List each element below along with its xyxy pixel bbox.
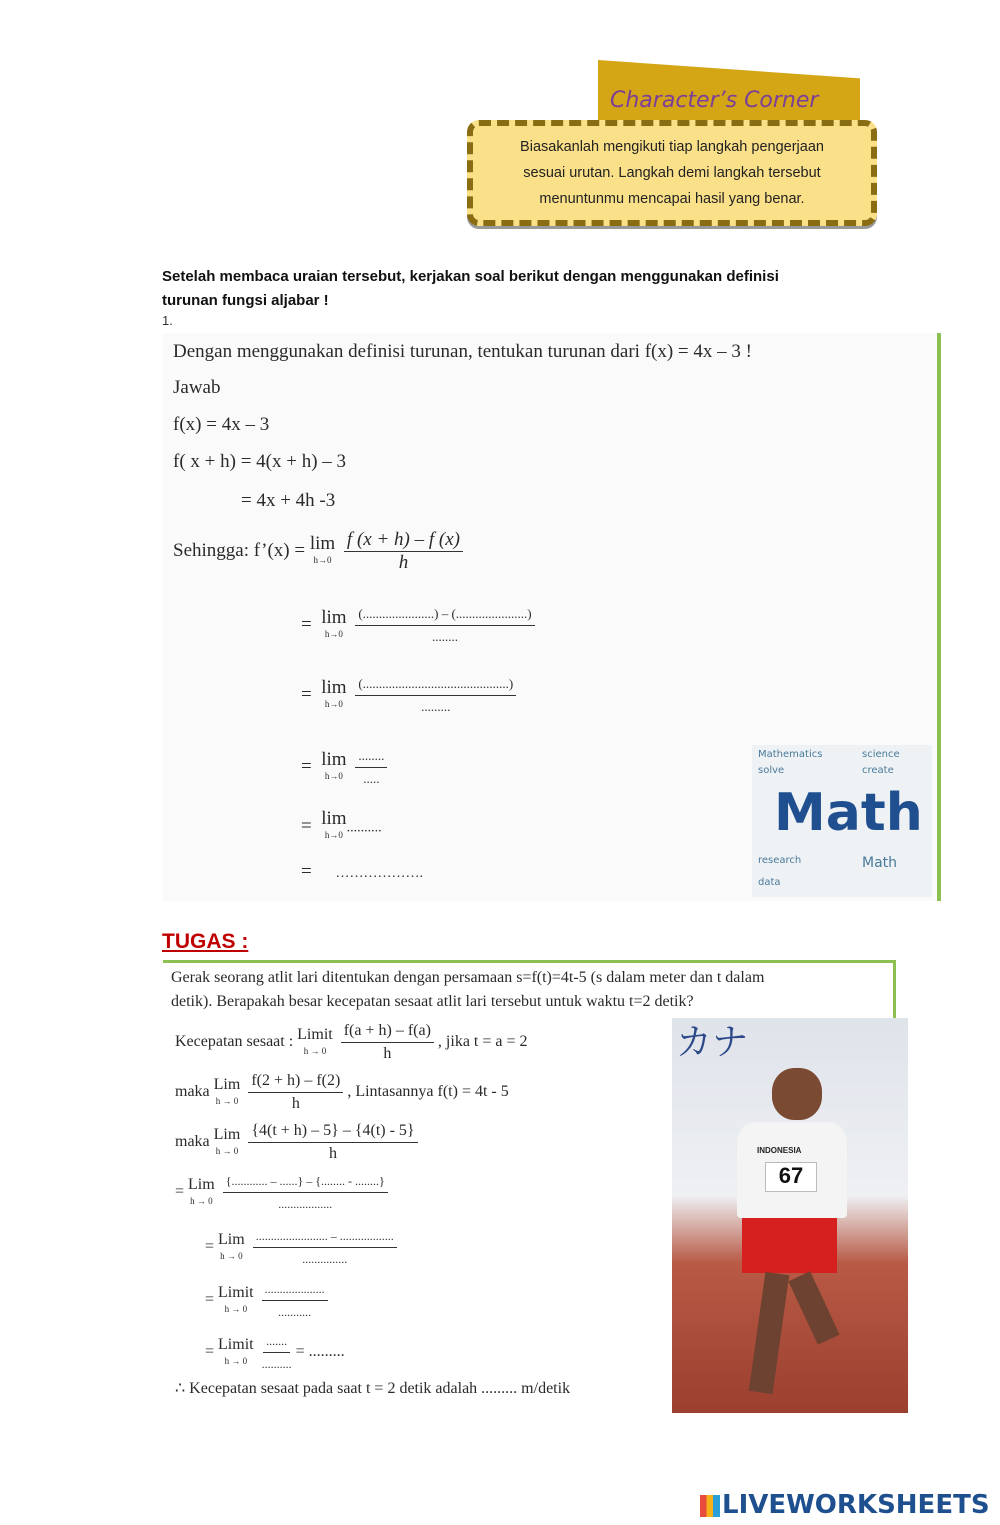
fraction: [344, 529, 463, 574]
numerator-blank[interactable]: .......: [263, 1330, 290, 1353]
step: f(x) = 4x – 3: [173, 414, 270, 435]
cloud-word: solve: [758, 765, 785, 776]
lim-text: Limit: [297, 1025, 333, 1043]
problem-number: 1.: [162, 313, 173, 328]
limit: [309, 532, 336, 568]
equals: =: [205, 1291, 215, 1309]
jersey-text: INDONESIA: [757, 1146, 802, 1155]
lim-sub: h→0: [324, 698, 343, 709]
numerator: f(2 + h) – f(2): [248, 1070, 343, 1093]
denominator-blank[interactable]: .........: [421, 699, 451, 714]
denominator: h: [383, 1045, 392, 1062]
lim-sub: h → 0: [224, 1303, 248, 1314]
lim-sub: h → 0: [215, 1095, 239, 1106]
lim-sub: h → 0: [220, 1250, 243, 1261]
conclusion: ∴ Kecepatan sesaat pada saat t = 2 detik adalah ......... m/detik: [175, 1380, 571, 1397]
condition: , jika t = a = 2: [437, 1033, 528, 1051]
answer-blank[interactable]: ……………….: [335, 866, 423, 881]
lim-text: Lim: [218, 1230, 245, 1248]
limit: [321, 606, 347, 642]
denominator-blank[interactable]: ........: [431, 629, 458, 644]
logo-icon: [700, 1495, 720, 1517]
lim-sub: h → 0: [190, 1195, 213, 1206]
instruction: [162, 265, 882, 313]
runner-head: [772, 1068, 822, 1120]
logo-text: LIVEWORKSHEETS: [722, 1490, 990, 1520]
math-word-cloud-image: [752, 745, 932, 897]
maka: maka: [175, 1133, 210, 1151]
corner-title: Character’s Corner: [610, 88, 819, 113]
limit: [218, 1285, 254, 1317]
numerator-blank[interactable]: ....................: [262, 1278, 328, 1301]
denominator-blank[interactable]: ...........: [278, 1305, 312, 1319]
limit: [321, 748, 347, 784]
numerator: f(a + h) – f(a): [341, 1020, 434, 1043]
maka: maka: [175, 1083, 210, 1101]
answer-blank[interactable]: = .........: [295, 1343, 345, 1361]
equals: =: [205, 1238, 215, 1256]
numerator-blank[interactable]: ........: [355, 745, 387, 768]
lim-text: lim: [321, 676, 347, 698]
lim-sub: h → 0: [215, 1145, 239, 1156]
limit: [321, 676, 347, 712]
character-corner-box: [467, 120, 877, 226]
equals: =: [301, 613, 312, 635]
fraction: [248, 1070, 343, 1115]
fill-step-1[interactable]: [301, 603, 539, 648]
equals: =: [301, 861, 312, 882]
lim-sub: h → 0: [224, 1355, 248, 1366]
lim-text: Lim: [188, 1175, 215, 1193]
fraction: [223, 1170, 388, 1215]
runner-leg: [788, 1271, 839, 1345]
definition-step: [173, 529, 467, 574]
denominator: h: [328, 1145, 337, 1162]
fraction: [355, 603, 534, 648]
denominator-blank[interactable]: ...............: [302, 1252, 348, 1266]
denominator-blank[interactable]: .....: [363, 771, 380, 786]
runner-shorts: [742, 1218, 837, 1273]
fill-step-5[interactable]: [301, 861, 423, 883]
label: Kecepatan sesaat :: [175, 1033, 294, 1051]
corner-line: menuntunmu mencapai hasil yang benar.: [539, 191, 805, 207]
lim-text: lim: [321, 606, 347, 628]
maka-step-1: [175, 1070, 509, 1115]
bib-number: 67: [765, 1162, 817, 1192]
instruction-line: turunan fungsi aljabar !: [162, 292, 329, 309]
denominator-blank[interactable]: ..........: [261, 1357, 292, 1371]
limit: [214, 1127, 241, 1159]
corner-line: sesuai urutan. Langkah demi langkah tersebut: [523, 165, 821, 181]
runner-leg: [749, 1272, 789, 1394]
cloud-word: science: [862, 749, 900, 760]
lim-text: lim: [309, 532, 336, 554]
fraction: [262, 1330, 292, 1375]
maka-step-2: [175, 1120, 422, 1165]
instruction-line: Setelah membaca uraian tersebut, kerjakan soal berikut dengan menggunakan definisi: [162, 268, 779, 285]
lim-text: Limit: [218, 1335, 254, 1353]
numerator: {4(t + h) – 5} – {4(t) - 5}: [248, 1120, 417, 1143]
question: Dengan menggunakan definisi turunan, tentukan turunan dari f(x) = 4x – 3 !: [173, 341, 752, 362]
equals: =: [301, 755, 312, 777]
fraction: [355, 745, 387, 790]
fraction: [253, 1225, 397, 1270]
fraction: [248, 1120, 417, 1165]
numerator-blank[interactable]: (......................) – (......................): [355, 603, 534, 626]
lim-sub: h→0: [324, 830, 343, 840]
limit: [214, 1077, 241, 1109]
limit: [218, 1232, 245, 1264]
sehingga-label: Sehingga: f’(x) =: [173, 539, 306, 561]
limit: [218, 1337, 254, 1369]
numerator-blank[interactable]: ........................ – ..................: [253, 1225, 397, 1248]
equals: =: [301, 683, 312, 705]
question-line: detik). Berapakah besar kecepatan sesaat atlit lari tersebut untuk waktu t=2 detik?: [171, 993, 694, 1010]
numerator-blank[interactable]: (.............................................): [355, 673, 516, 696]
numerator: f (x + h) – f (x): [344, 529, 463, 552]
cloud-word: Mathematics: [758, 749, 823, 760]
denominator-blank[interactable]: ..................: [278, 1197, 333, 1211]
equals: =: [301, 815, 312, 837]
cloud-word: Math: [862, 855, 898, 871]
liveworksheets-logo: [700, 1490, 990, 1520]
math-word: Math: [774, 783, 923, 843]
runner-jersey: [737, 1122, 847, 1218]
limit: [321, 808, 347, 843]
numerator-blank[interactable]: {............ – ......} – {........ - ........}: [223, 1170, 388, 1193]
fraction: [262, 1278, 328, 1323]
fill-step-3[interactable]: [301, 745, 391, 790]
equals: =: [205, 1343, 215, 1361]
denominator: h: [291, 1095, 300, 1112]
lim-text: Lim: [213, 1075, 241, 1093]
tugas-solution: [175, 1020, 670, 1410]
fill-step-2[interactable]: [205, 1225, 401, 1270]
runner-photo: [672, 1018, 908, 1413]
answer-blank[interactable]: ..........: [346, 820, 382, 836]
fill-step-2[interactable]: [301, 673, 520, 718]
lim-sub: h→0: [324, 770, 343, 781]
step: f( x + h) = 4(x + h) – 3: [173, 451, 347, 472]
fill-step-3[interactable]: [205, 1278, 332, 1323]
jawab-label: Jawab: [173, 377, 221, 398]
cloud-word: create: [862, 765, 894, 776]
lintasan: , Lintasannya f(t) = 4t - 5: [347, 1083, 509, 1101]
kecepatan-formula: [175, 1020, 528, 1065]
equals: =: [175, 1183, 185, 1201]
denominator: h: [398, 552, 409, 573]
lim-sub: h→0: [313, 554, 332, 565]
lim-text: Lim: [213, 1125, 241, 1143]
background-sign: カナ: [676, 1022, 749, 1063]
lim-text: lim: [321, 808, 347, 829]
limit: [188, 1177, 215, 1209]
step: = 4x + 4h -3: [241, 490, 336, 511]
tugas-question-box: [163, 960, 896, 1020]
fill-step-1[interactable]: [175, 1170, 392, 1215]
cloud-word: research: [758, 855, 802, 866]
limit: [297, 1027, 333, 1059]
fraction: [341, 1020, 434, 1065]
lim-sub: h → 0: [303, 1045, 327, 1056]
corner-line: Biasakanlah mengikuti tiap langkah pengerjaan: [520, 139, 824, 155]
fraction: [355, 673, 516, 718]
fill-step-4[interactable]: [205, 1330, 345, 1375]
lim-text: Limit: [218, 1283, 254, 1301]
cloud-word: data: [758, 877, 781, 888]
fill-step-4[interactable]: [301, 808, 382, 843]
lim-sub: h→0: [324, 628, 343, 639]
tugas-heading: TUGAS :: [162, 930, 249, 953]
question-line: Gerak seorang atlit lari ditentukan dengan persamaan s=f(t)=4t-5 (s dalam meter dan t dalam: [171, 969, 765, 986]
lim-text: lim: [321, 748, 347, 770]
